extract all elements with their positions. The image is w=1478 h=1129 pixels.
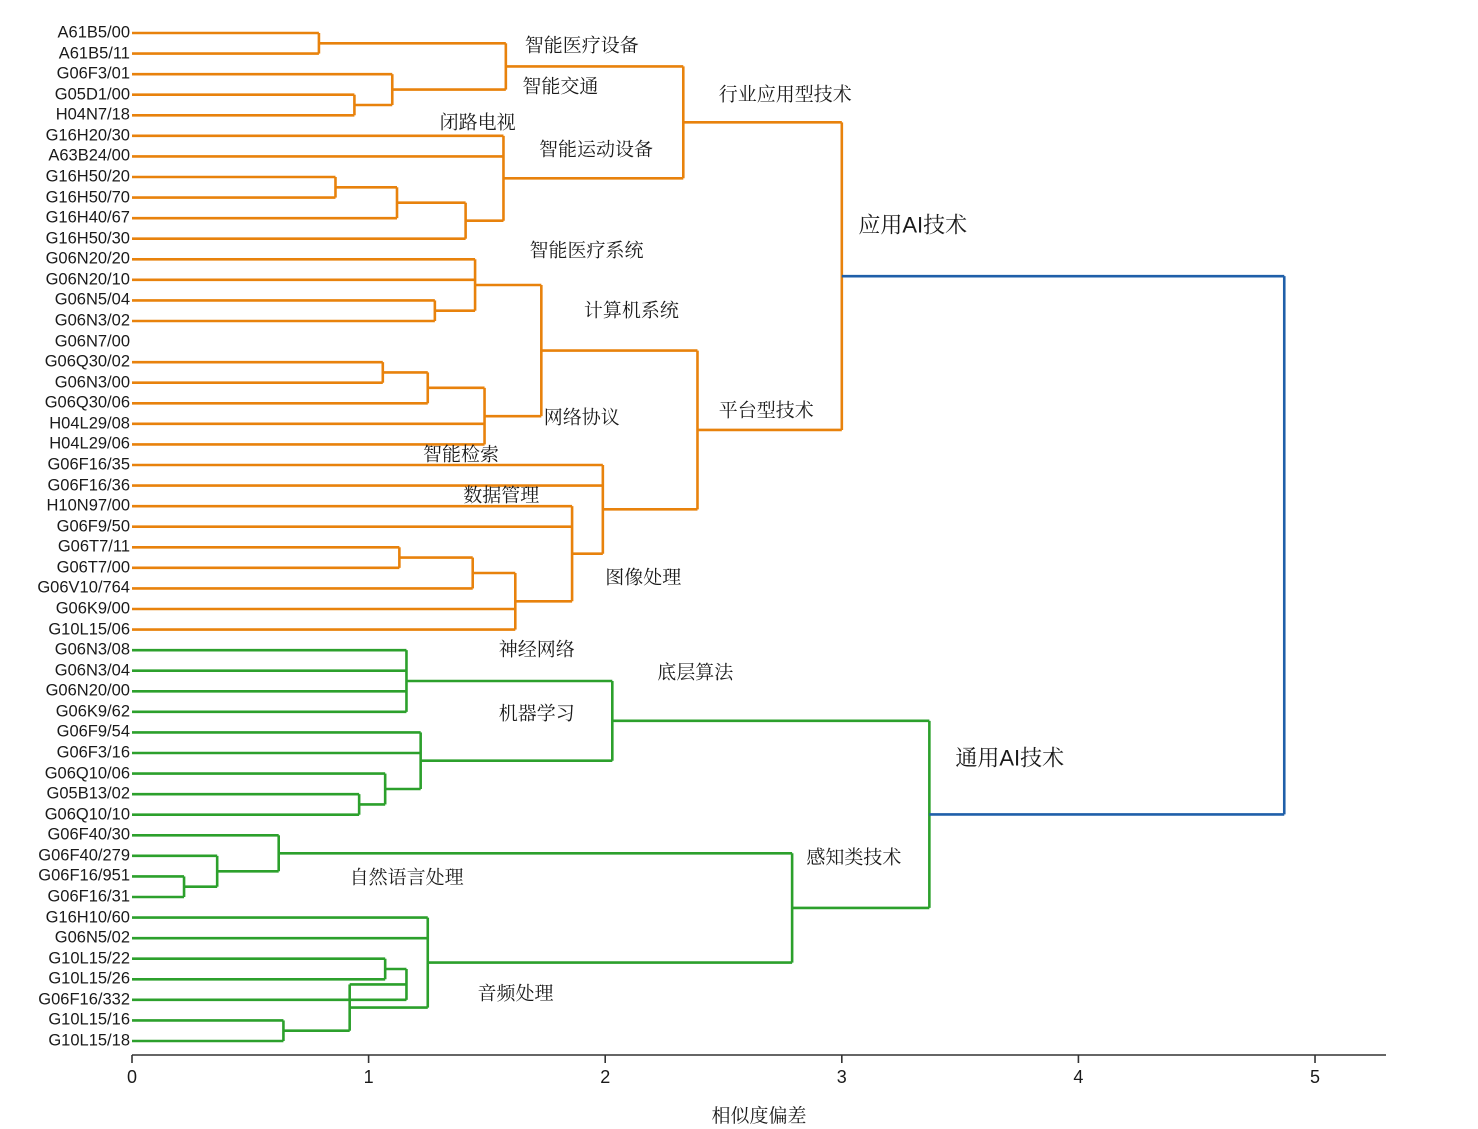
cluster-label: 机器学习 [498,703,575,725]
dendrogram-link [132,300,435,321]
dendrogram-link [132,33,319,54]
cluster-label: 应用AI技术 [858,212,968,238]
leaf-label: H04L29/08 [49,414,130,433]
leaf-label: G10L15/06 [48,620,130,639]
dendrogram-link [132,1020,283,1041]
dendrogram-link [132,506,572,601]
cluster-label: 闭路电视 [439,112,516,134]
dendrogram-link [132,547,399,568]
leaf-label: G06N3/04 [54,661,130,680]
dendrogram-link [132,573,515,630]
leaf-label: G05D1/00 [54,85,130,104]
leaf-label: G06T7/11 [57,537,130,556]
dendrogram-link [132,259,475,310]
leaf-label: G06F40/279 [38,846,130,865]
x-axis-title: 相似度偏差 [711,1106,807,1127]
leaf-label: G06T7/00 [56,558,130,577]
leaf-label: G06N3/00 [54,373,130,392]
leaf-label: H04L29/06 [49,434,130,453]
dendrogram-link [132,876,184,897]
dendrogram-link [319,43,506,89]
leaf-label: G05B13/02 [46,784,130,803]
leaf-label: G16H10/60 [45,908,130,927]
leaf-label: A63B24/00 [48,146,130,165]
leaf-label: G06F16/951 [38,866,130,885]
leaf-label: G06F9/50 [56,517,130,536]
leaf-label: G06F9/54 [56,722,130,741]
cluster-label: 感知类技术 [806,847,902,869]
leaf-label: G16H40/67 [45,208,130,227]
dendrogram-link [132,794,359,815]
dendrogram-link [132,835,279,871]
cluster-label: 网络协议 [543,407,620,429]
cluster-label: 智能运动设备 [538,139,653,161]
dendrogram-link [132,774,385,805]
leaf-label: G16H20/30 [45,126,130,145]
cluster-label: 音频处理 [477,983,554,1005]
leaf-label: G06Q10/06 [44,764,130,783]
leaf-label: A61B5/00 [57,23,130,42]
leaf-label: G06Q10/10 [44,805,130,824]
dendrogram-link [132,362,383,383]
x-tick-label: 0 [126,1067,138,1087]
cluster-label: 智能医疗系统 [529,240,644,262]
leaf-label: G06N3/08 [54,640,130,659]
leaf-label: G06N3/02 [54,311,130,330]
cluster-label: 底层算法 [657,662,734,684]
leaf-label: H04N7/18 [55,105,130,124]
x-tick-label: 4 [1073,1067,1084,1087]
leaf-label: G06N20/00 [45,681,130,700]
leaf-label: G06N7/00 [54,332,130,351]
x-tick-label: 3 [836,1067,847,1087]
leaf-label: G10L15/18 [48,1031,130,1050]
x-tick-label: 1 [363,1067,374,1087]
leaf-label: A61B5/11 [58,44,130,63]
cluster-label: 自然语言处理 [349,867,464,889]
dendrogram-link [132,959,385,980]
leaf-label: G06Q30/06 [44,393,130,412]
cluster-label: 平台型技术 [718,400,814,422]
leaf-label: G06F40/30 [47,825,130,844]
leaf-label: G06F16/31 [47,887,130,906]
leaf-label: G06F3/16 [56,743,130,762]
leaf-label: H10N97/00 [46,496,130,515]
dendrogram-link [132,732,421,789]
leaf-label: G10L15/22 [48,949,130,968]
leaf-label: G06F3/01 [56,64,130,83]
cluster-label: 行业应用型技术 [718,84,852,106]
leaf-label: G06N20/10 [45,270,130,289]
leaf-label: G06V10/764 [37,578,130,597]
cluster-label: 智能交通 [522,76,599,98]
dendrogram-link [132,856,217,887]
dendrogram-link [132,203,466,239]
x-tick-label: 5 [1310,1067,1321,1087]
leaf-label: G06N20/20 [45,249,130,268]
dendrogram-link [132,558,473,589]
leaf-label: G16H50/30 [45,229,130,248]
cluster-label: 计算机系统 [583,300,679,322]
cluster-label: 神经网络 [498,639,575,661]
leaf-label: G06K9/00 [55,599,130,618]
dendrogram-link [842,276,1284,814]
dendrogram-link [612,721,929,908]
x-tick-label: 2 [600,1067,611,1087]
leaf-label: G10L15/26 [48,969,130,988]
dendrogram-link [683,122,842,430]
leaf-label: G06F16/35 [47,455,130,474]
leaf-label: G16H50/70 [45,188,130,207]
leaf-label: G16H50/20 [45,167,130,186]
dendrogram-link [132,465,603,554]
cluster-label: 智能检索 [423,444,500,466]
dendrogram-link [132,177,335,198]
cluster-label: 通用AI技术 [955,745,1065,771]
dendrogram-link [132,95,354,116]
cluster-label: 智能医疗设备 [524,35,639,57]
leaf-label: G06Q30/02 [44,352,130,371]
dendrogram-link [132,918,428,1008]
dendrogram-link [132,187,397,218]
cluster-label: 图像处理 [605,567,682,589]
leaf-label: G06N5/04 [54,290,130,309]
leaf-label: G06N5/02 [54,928,130,947]
leaf-label: G06F16/36 [47,476,130,495]
cluster-label: 数据管理 [463,485,540,507]
dendrogram-link [132,388,485,445]
dendrogram-link [132,650,406,712]
leaf-label: G06K9/62 [55,702,130,721]
leaf-label: G10L15/16 [48,1010,130,1029]
leaf-label: G06F16/332 [38,990,130,1009]
